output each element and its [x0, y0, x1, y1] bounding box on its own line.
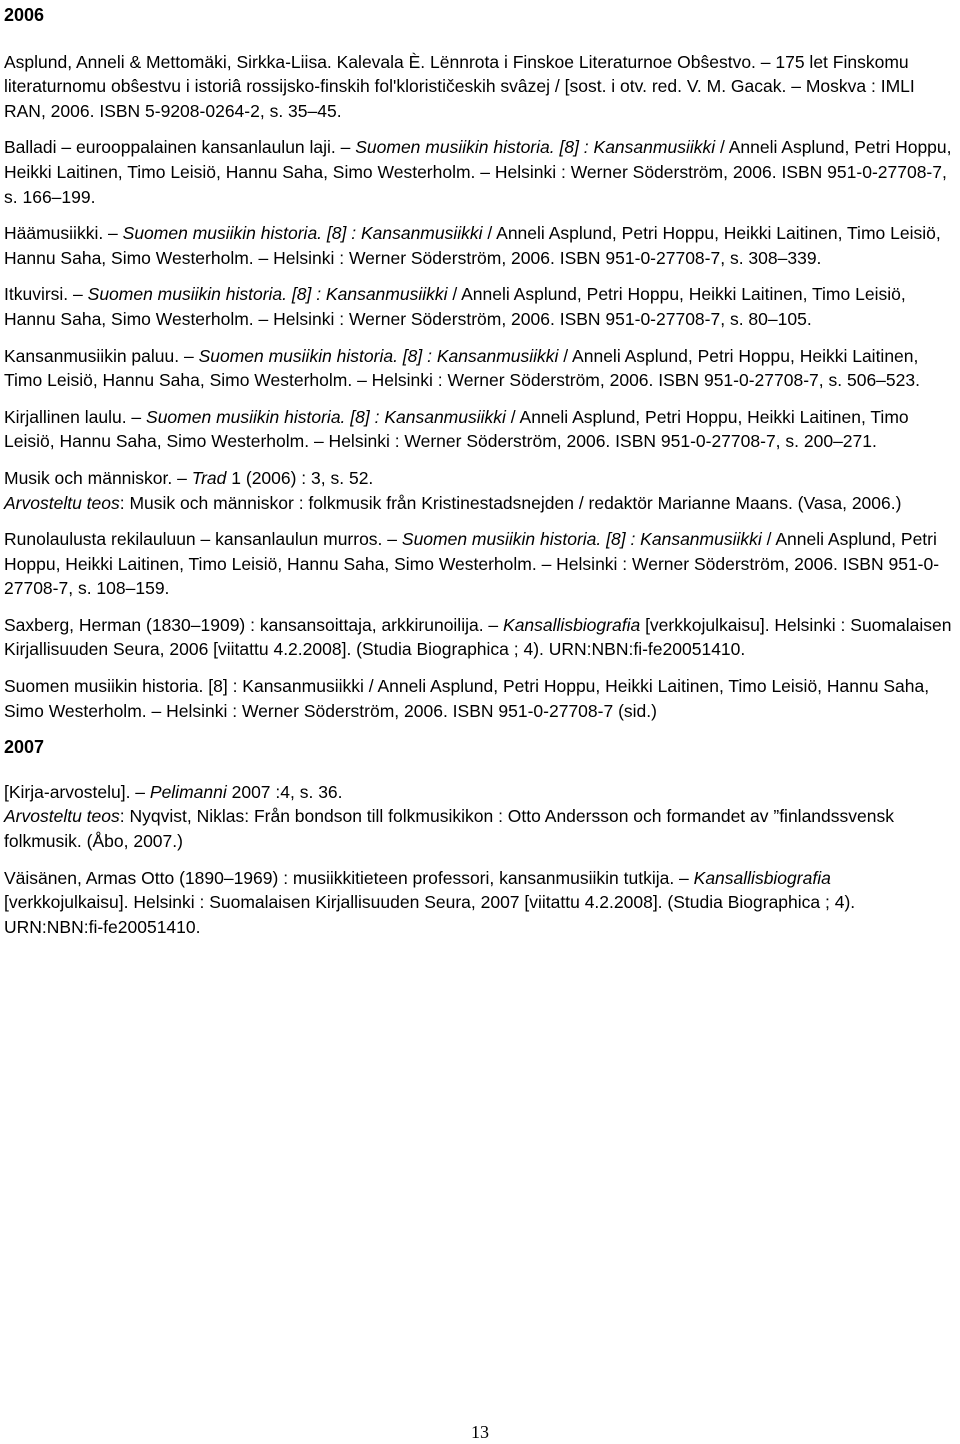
- italic-text: Suomen musiikin historia. [8] : Kansanmusiikki: [122, 223, 483, 244]
- bibliography-entry: [4, 466, 956, 515]
- entry-list-2007: [4, 780, 956, 940]
- italic-text: Suomen musiikin historia. [8] : Kansanmusiikki: [87, 284, 448, 305]
- italic-text: Pelimanni: [149, 781, 227, 802]
- entry-citation: [4, 50, 956, 124]
- text: Musik och människor. –: [4, 467, 192, 488]
- text: Kansanmusiikin paluu. –: [4, 345, 199, 366]
- entry-reviewed-work: [4, 804, 956, 853]
- italic-text: Suomen musiikin historia. [8] : Kansanmusiikki: [355, 137, 716, 158]
- text: Suomen musiikin historia. [8] : Kansanmusiikki / Anneli Asplund, Petri Hoppu, Heikki Laitinen, Timo Leisiö, Hannu Saha, Simo Westerholm. – Helsinki : Werner Söderström, 2006. ISBN 951-0-27708-7 (sid.): [4, 676, 930, 721]
- text: Asplund, Anneli & Mettomäki, Sirkka-Liisa. Kalevala È. Lënnrota i Finskoe Literaturnoe Obŝestvo. – 175 let Finskomu literaturnomu obŝestvu i istoriâ rossijsko-finskih fol'klorističeskih svâzej / [sost. i otv. red. V. M. Gacak. – Moskva : IMLI RAN, 2006. ISBN 5-9208-0264-2, s. 35–45.: [4, 51, 915, 121]
- text: / Anneli Asplund, Petri Hoppu, Heikki Laitinen, Timo Leisiö, Hannu Saha, Simo Westerholm. – Helsinki : Werner Söderström, 2006. ISBN 951-0-27708-7, s. 108–159.: [4, 529, 940, 599]
- entry-citation: [4, 405, 956, 454]
- bibliography-entry: [4, 613, 956, 662]
- text: Balladi – eurooppalainen kansanlaulun laji. –: [4, 137, 356, 158]
- bibliography-entry: [4, 674, 956, 723]
- year-heading-2006: 2006: [4, 5, 45, 25]
- bibliography-entry: [4, 527, 956, 601]
- entry-citation: [4, 221, 956, 270]
- text: 2007 :4, s. 36.: [226, 781, 343, 802]
- bibliography-entry: [4, 135, 956, 209]
- italic-text: Suomen musiikin historia. [8] : Kansanmusiikki: [198, 345, 559, 366]
- text: Häämusiikki. –: [4, 223, 123, 244]
- text: [Kirja-arvostelu]. –: [4, 781, 150, 802]
- text: Runolaulusta rekilauluun – kansanlaulun murros. –: [4, 529, 402, 550]
- bibliography-entry: [4, 405, 956, 454]
- entry-list-2006: [4, 50, 956, 724]
- bibliography-entry: [4, 221, 956, 270]
- bibliography-entry: [4, 282, 956, 331]
- text: / Anneli Asplund, Petri Hoppu, Heikki Laitinen, Timo Leisiö, Hannu Saha, Simo Westerholm. – Helsinki : Werner Söderström, 2006. ISBN 951-0-27708-7, s. 308–339.: [4, 223, 941, 268]
- entry-citation: [4, 674, 956, 723]
- entry-citation: [4, 527, 956, 601]
- bibliography-page: [4, 0, 956, 951]
- text: / Anneli Asplund, Petri Hoppu, Heikki Laitinen, Timo Leisiö, Hannu Saha, Simo Westerholm. – Helsinki : Werner Söderström, 2006. ISBN 951-0-27708-7, s. 506–523.: [4, 345, 920, 391]
- text: : Nyqvist, Niklas: Från bondson till folkmusikikon : Otto Andersson och formandet av ”finlandssvensk folkmusik. (Åbo, 2007.): [4, 806, 894, 852]
- italic-text: Arvosteltu teos: [4, 492, 120, 513]
- entry-citation: [4, 613, 956, 662]
- text: / Anneli Asplund, Petri Hoppu, Heikki Laitinen, Timo Leisiö, Hannu Saha, Simo Westerholm. – Helsinki : Werner Söderström, 2006. ISBN 951-0-27708-7, s. 166–199.: [4, 137, 952, 207]
- italic-text: Suomen musiikin historia. [8] : Kansanmusiikki: [401, 529, 762, 550]
- bibliography-entry: [4, 780, 956, 854]
- entry-citation: [4, 780, 956, 805]
- text: Väisänen, Armas Otto (1890–1969) : musiikkitieteen professori, kansanmusiikin tutkija. –: [4, 867, 694, 888]
- text: Itkuvirsi. –: [4, 284, 88, 305]
- entry-citation: [4, 466, 956, 491]
- italic-text: Kansallisbiografia: [693, 867, 831, 888]
- entry-citation: [4, 866, 956, 940]
- text: / Anneli Asplund, Petri Hoppu, Heikki Laitinen, Timo Leisiö, Hannu Saha, Simo Westerholm. – Helsinki : Werner Söderström, 2006. ISBN 951-0-27708-7, s. 200–271.: [4, 406, 909, 452]
- bibliography-entry: [4, 866, 956, 940]
- text: [verkkojulkaisu]. Helsinki : Suomalaisen Kirjallisuuden Seura, 2006 [viitattu 4.2.2008]. (Studia Biographica ; 4). URN:NBN:fi-fe20051410.: [4, 614, 952, 660]
- text: [verkkojulkaisu]. Helsinki : Suomalaisen Kirjallisuuden Seura, 2007 [viitattu 4.2.2008]. (Studia Biographica ; 4). URN:NBN:fi-fe20051410.: [4, 892, 856, 937]
- text: Saxberg, Herman (1830–1909) : kansansoittaja, arkkirunoilija. –: [4, 614, 504, 635]
- text: Kirjallinen laulu. –: [4, 406, 147, 427]
- italic-text: Arvosteltu teos: [4, 806, 120, 827]
- entry-citation: [4, 135, 956, 209]
- text: / Anneli Asplund, Petri Hoppu, Heikki Laitinen, Timo Leisiö, Hannu Saha, Simo Westerholm. – Helsinki : Werner Söderström, 2006. ISBN 951-0-27708-7, s. 80–105.: [4, 284, 906, 329]
- bibliography-entry: [4, 344, 956, 393]
- entry-citation: [4, 344, 956, 393]
- page-number: 13: [471, 1422, 489, 1442]
- year-heading-2007: 2007: [4, 737, 45, 758]
- italic-text: Suomen musiikin historia. [8] : Kansanmusiikki: [146, 406, 506, 427]
- entry-citation: [4, 282, 956, 331]
- entry-reviewed-work: [4, 491, 956, 516]
- italic-text: Kansallisbiografia: [503, 614, 641, 635]
- bibliography-entry: [4, 50, 956, 124]
- italic-text: Trad: [191, 467, 227, 488]
- text: : Musik och människor : folkmusik från Kristinestadsnejden / redaktör Marianne Maans. (Vasa, 2006.): [119, 492, 902, 513]
- text: 1 (2006) : 3, s. 52.: [226, 467, 374, 488]
